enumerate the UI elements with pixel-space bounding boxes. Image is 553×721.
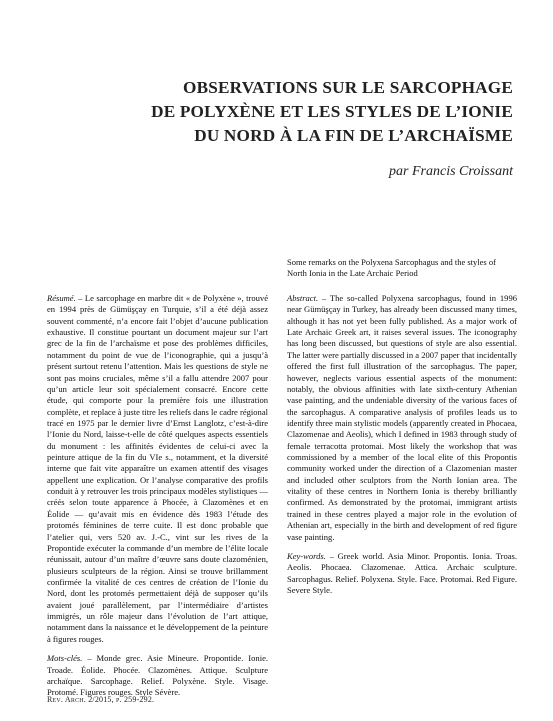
french-column	[47, 293, 268, 699]
resume-label: Résumé.	[47, 293, 76, 303]
abstract-text: – The so-called Polyxena sarcophagus, found in 1996 near Gümüşçay in Turkey, has already been discussed many times, although it has not yet been fully published. As a major work of Late Archaic Greek art, it raises several issues. The iconography has long been discussed, but questions of style are also essential. The latter were partially discussed in a 2007 paper that incidentally offered the first full illustration of the sarcophagus. The paper, however, neglects various essential aspects of the monument: notably, the obvious affinities with late sixth-century Athenian vase painting, and the undeniable diversity of the various faces of the sarcophagus. A comparative analysis of profiles leads us to identify three main stylistic models (apparently created in Phocaea, Clazomenae and Aeolis), which I defined in 1983 through study of female terracotta protomai. Most likely the workshop that was commissioned by a member of the local elite of this Propontis community worked under the direction of a Clazomenian master and included other sculptors from the North Ionian area. The vitality of these centres in Northern Ionia is thereby brilliantly confirmed. As demonstrated by the protomai, immigrant artists trained in these centres played a major role in the evolution of Athenian art, especially in the birth and development of red figure vase painting.	[287, 293, 517, 542]
author-byline: par Francis Croissant	[389, 164, 513, 179]
mots-cles-label: Mots-clés.	[47, 653, 83, 664]
article-title	[40, 76, 513, 148]
keywords-text: – Greek world. Asia Minor. Propontis. Ionia. Troas. Aeolis. Phocaea. Clazomenae. Attica. Archaic sculpture. Sarcophagus. Relief. Polyxena. Style. Face. Protomai. Red Figure. Severe Style.	[287, 550, 517, 595]
abstract-label: Abstract.	[287, 293, 319, 303]
resume-paragraph	[47, 293, 268, 645]
title-line: OBSERVATIONS SUR LE SARCOPHAGE	[183, 78, 513, 97]
mots-cles-text: – Monde grec. Asie Mineure. Propontide. Ionie. Troade. Éolide. Phocée. Clazomènes. Attique. Sculpture archaïque. Sarcophage. Relief. Polyxène. Style. Visage. Protomé. Figures rouges. Style Sévère.	[47, 653, 268, 698]
journal-citation: Rev. Arch. 2/2015, p. 259-292.	[47, 695, 155, 704]
abstract-paragraph	[287, 293, 517, 543]
resume-text: – Le sarcophage en marbre dit « de Polyxène », trouvé en 1994 près de Gümüşçay en Turquie, s’il a été déjà assez souvent commenté, n’a encore fait l’objet d’aucune publication exhaustive. Il constitue pourtant un document majeur sur l’art grec de la fin de l’archaïsme et pose des problèmes difficiles, notamment du point de vue de l’iconographie, qui a jusqu’à présent surtout retenu l’attention. Mais les questions de style ne sont pas moins cruciales, même s’il a fallu attendre 2007 pour qu’un article leur soit spécialement consacré. Encore cette étude, qui comporte pour la première fois une illustration complète, et replace à juste titre les reliefs dans le cadre régional tracé en 1975 par le dernier livre d’Ernst Langlotz, c’est-à-dire l’Ionie du Nord, laisse-t-elle de côté quelques aspects essentiels du monument : les affinités évidentes de celui-ci avec la peinture attique de la fin du VIe s., notamment, et la diversité interne que fait vite apparaître un examen attentif des visages appellent une explication. Or l’analyse comparative des profils conduit à y retrouver les trois principaux modèles stylistiques — créés selon toute apparence à Phocée, à Clazomènes et en Éolide — qu’avait mis en évidence dès 1983 l’étude des protomés féminines de terre cuite. Il est donc probable que l’atelier qui, vers 520 av. J.-C., vint sur les rives de la Propontide exécuter la commande d’un membre de l’élite locale réunissait, autour d’un maître d’œuvre sans doute clazoménien, plusieurs sculpteurs de la région. Ainsi se trouve brillamment confirmée la vitalité de ces centres de création de l’Ionie du Nord, dont les protomés permettaient déjà de supposer qu’ils avaient joué parallèlement, par l’intermédiaire d’artistes immigrés, un rôle majeur dans l’évolution de l’art attique, notamment dans la naissance et le développement de la peinture à figures rouges.	[47, 293, 268, 644]
mots-cles-paragraph	[47, 653, 268, 698]
keywords-paragraph	[287, 551, 517, 596]
english-title: Some remarks on the Polyxena Sarcophagus and the styles of North Ionia in the Late Archaic Period	[287, 257, 496, 278]
keywords-label: Key-words.	[287, 550, 326, 561]
title-line: DU NORD À LA FIN DE L’ARCHAÏSME	[194, 126, 513, 145]
english-column	[287, 293, 517, 596]
title-line: DE POLYXÈNE ET LES STYLES DE L’IONIE	[151, 102, 513, 121]
